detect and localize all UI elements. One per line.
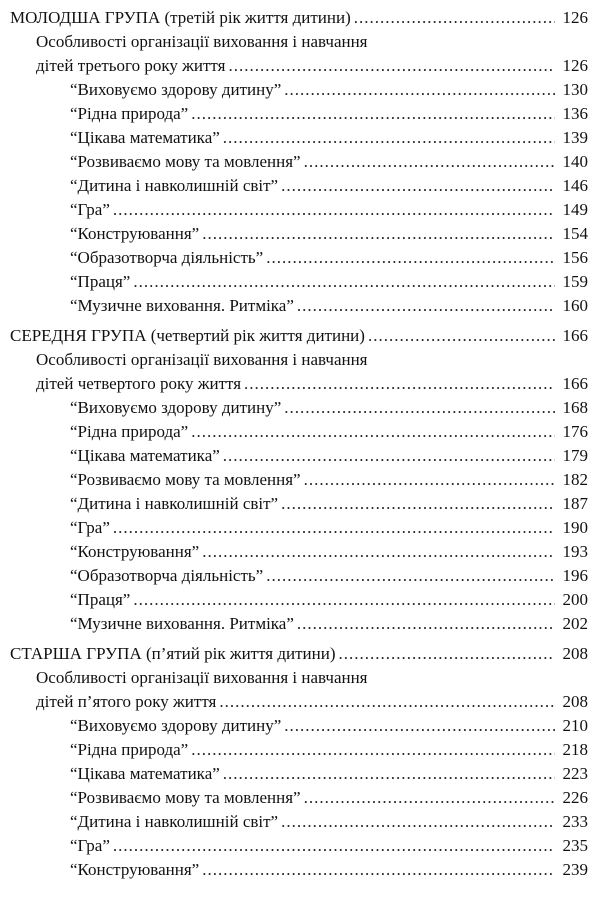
toc-entry-title: “Дитина і навколишній світ”: [70, 494, 279, 513]
dot-leader: [304, 786, 555, 810]
toc-entry-title: “Цікава математика”: [70, 764, 220, 783]
toc-item: [10, 246, 588, 270]
page-number: 182: [562, 470, 588, 489]
toc-entry-title: “Музичне виховання. Ритміка”: [70, 614, 294, 633]
page-number: 154: [562, 224, 588, 243]
toc-item: [10, 738, 588, 762]
dot-leader: [297, 294, 555, 318]
toc-entry-title: “Розвиваємо мову та мовлення”: [70, 470, 301, 489]
dot-leader: [266, 246, 555, 270]
toc-entry-title: “Образотворча діяльність”: [70, 566, 264, 585]
toc-entry-title: Особливості організації виховання і навчання: [36, 32, 368, 51]
section-intro-entry: [10, 54, 588, 78]
page-number: 136: [562, 104, 588, 123]
toc-entry-title: “Конструювання”: [70, 860, 200, 879]
page-number: 233: [562, 812, 588, 831]
dot-leader: [133, 270, 555, 294]
page-number: 126: [562, 8, 588, 27]
page-number: 159: [562, 272, 588, 291]
toc-entry-title: СТАРША ГРУПА (п’ятий рік життя дитини): [10, 644, 336, 663]
toc-item: [10, 468, 588, 492]
dot-leader: [284, 78, 555, 102]
toc-item: [10, 810, 588, 834]
section-heading: [10, 642, 588, 666]
page-number: 208: [562, 644, 588, 663]
dot-leader: [202, 222, 555, 246]
page-number: 156: [562, 248, 588, 267]
toc-entry-title: “Дитина і навколишній світ”: [70, 812, 279, 831]
page-number: 146: [562, 176, 588, 195]
page-number: 208: [562, 692, 588, 711]
toc-entry-title: “Конструювання”: [70, 224, 200, 243]
dot-leader: [202, 858, 555, 882]
dot-leader: [339, 642, 555, 666]
toc-item: [10, 270, 588, 294]
dot-leader: [244, 372, 555, 396]
dot-leader: [304, 468, 555, 492]
page-number: 126: [562, 56, 588, 75]
dot-leader: [281, 810, 555, 834]
page-number: 176: [562, 422, 588, 441]
dot-leader: [219, 690, 555, 714]
toc-entry-title: “Образотворча діяльність”: [70, 248, 264, 267]
toc-item: [10, 516, 588, 540]
toc-entry-title: “Праця”: [70, 272, 131, 291]
dot-leader: [113, 516, 555, 540]
toc-entry-title: “Дитина і навколишній світ”: [70, 176, 279, 195]
toc-item: [10, 588, 588, 612]
toc-item: [10, 174, 588, 198]
page-number: 202: [562, 614, 588, 633]
page-number: 187: [562, 494, 588, 513]
toc-entry-title: “Цікава математика”: [70, 128, 220, 147]
page-number: 226: [562, 788, 588, 807]
page-number: 239: [562, 860, 588, 879]
page-number: 166: [562, 326, 588, 345]
toc-entry-title: МОЛОДША ГРУПА (третій рік життя дитини): [10, 8, 351, 27]
dot-leader: [368, 324, 555, 348]
toc-section: [10, 642, 588, 882]
toc-item: [10, 564, 588, 588]
page-number: 210: [562, 716, 588, 735]
toc-entry-title: дітей четвертого року життя: [36, 374, 242, 393]
page-number: 149: [562, 200, 588, 219]
section-heading: [10, 6, 588, 30]
toc-entry-title: “Рідна природа”: [70, 104, 189, 123]
toc-item: [10, 78, 588, 102]
toc-item: [10, 786, 588, 810]
toc-item: [10, 492, 588, 516]
toc-item: [10, 762, 588, 786]
toc-item: [10, 612, 588, 636]
page-number: 218: [562, 740, 588, 759]
toc-entry-title: “Гра”: [70, 836, 110, 855]
toc-entry-title: “Гра”: [70, 200, 110, 219]
toc-section: [10, 6, 588, 318]
toc-item: [10, 126, 588, 150]
dot-leader: [223, 444, 555, 468]
dot-leader: [202, 540, 555, 564]
dot-leader: [281, 174, 555, 198]
toc-entry-title: дітей п’ятого року життя: [36, 692, 217, 711]
toc-item: [10, 198, 588, 222]
toc-entry-title: “Виховуємо здорову дитину”: [70, 80, 282, 99]
toc-entry-title: “Музичне виховання. Ритміка”: [70, 296, 294, 315]
dot-leader: [304, 150, 555, 174]
toc-item: [10, 444, 588, 468]
dot-leader: [266, 564, 555, 588]
section-intro-entry: [10, 690, 588, 714]
dot-leader: [113, 198, 555, 222]
toc-item: [10, 150, 588, 174]
page-number: 160: [562, 296, 588, 315]
toc-entry-title: “Конструювання”: [70, 542, 200, 561]
dot-leader: [191, 420, 555, 444]
toc-item: [10, 222, 588, 246]
toc-item: [10, 858, 588, 882]
section-intro-line: [10, 666, 588, 690]
page-number: 200: [562, 590, 588, 609]
page-number: 196: [562, 566, 588, 585]
toc-entry-title: “Виховуємо здорову дитину”: [70, 716, 282, 735]
toc-entry-title: СЕРЕДНЯ ГРУПА (четвертий рік життя дитини): [10, 326, 365, 345]
toc-item: [10, 294, 588, 318]
toc-entry-title: дітей третього року життя: [36, 56, 226, 75]
dot-leader: [191, 738, 555, 762]
toc-item: [10, 540, 588, 564]
toc-entry-title: “Праця”: [70, 590, 131, 609]
dot-leader: [281, 492, 555, 516]
toc-entry-title: Особливості організації виховання і навчання: [36, 668, 368, 687]
section-intro-line: [10, 348, 588, 372]
dot-leader: [354, 6, 555, 30]
page-number: 235: [562, 836, 588, 855]
page-number: 179: [562, 446, 588, 465]
dot-leader: [223, 126, 555, 150]
page-number: 223: [562, 764, 588, 783]
toc-entry-title: “Цікава математика”: [70, 446, 220, 465]
page-number: 190: [562, 518, 588, 537]
toc-entry-title: “Виховуємо здорову дитину”: [70, 398, 282, 417]
dot-leader: [191, 102, 555, 126]
section-intro-line: [10, 30, 588, 54]
toc-item: [10, 102, 588, 126]
toc-entry-title: “Гра”: [70, 518, 110, 537]
section-heading: [10, 324, 588, 348]
dot-leader: [113, 834, 555, 858]
toc-section: [10, 324, 588, 636]
toc-entry-title: “Рідна природа”: [70, 740, 189, 759]
page-number: 168: [562, 398, 588, 417]
page-number: 193: [562, 542, 588, 561]
toc-entry-title: Особливості організації виховання і навчання: [36, 350, 368, 369]
toc-entry-title: “Розвиваємо мову та мовлення”: [70, 152, 301, 171]
toc-item: [10, 396, 588, 420]
toc-entry-title: “Рідна природа”: [70, 422, 189, 441]
dot-leader: [297, 612, 555, 636]
page-number: 140: [562, 152, 588, 171]
dot-leader: [284, 714, 555, 738]
dot-leader: [228, 54, 555, 78]
toc-item: [10, 714, 588, 738]
page-number: 130: [562, 80, 588, 99]
dot-leader: [133, 588, 555, 612]
page-number: 139: [562, 128, 588, 147]
toc-item: [10, 834, 588, 858]
toc-entry-title: “Розвиваємо мову та мовлення”: [70, 788, 301, 807]
dot-leader: [223, 762, 555, 786]
section-intro-entry: [10, 372, 588, 396]
toc-item: [10, 420, 588, 444]
dot-leader: [284, 396, 555, 420]
page-number: 166: [562, 374, 588, 393]
